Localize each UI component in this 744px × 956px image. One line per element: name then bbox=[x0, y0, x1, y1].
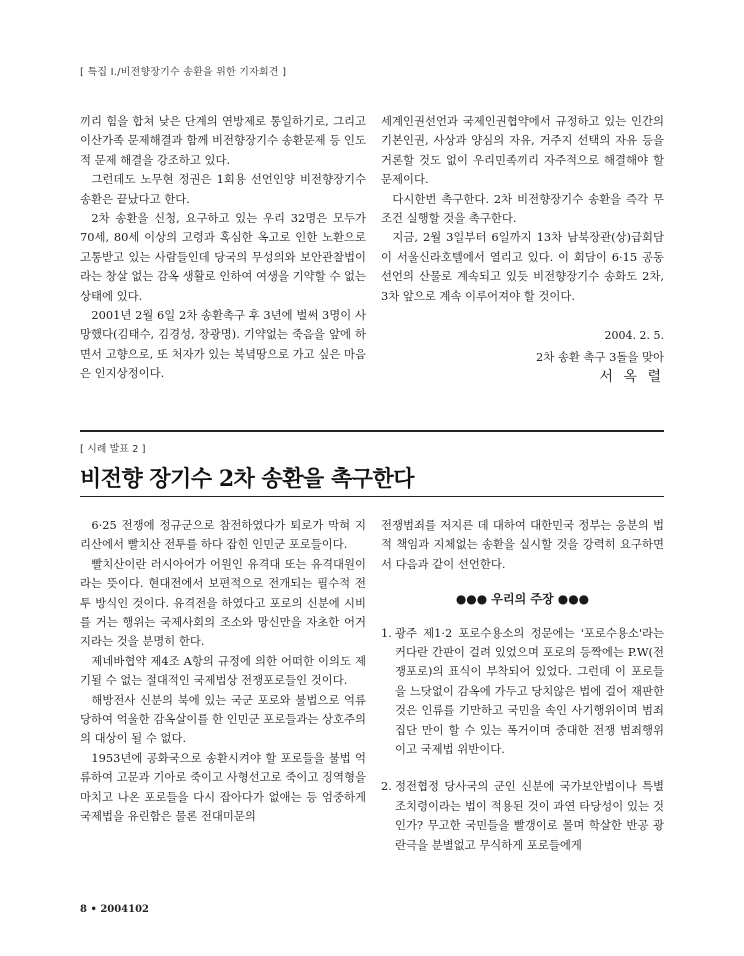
paragraph: 6·25 전쟁에 정규군으로 참전하였다가 퇴로가 막혀 지리산에서 빨치산 전투를 하다 잡힌 인민군 포로들이다. bbox=[80, 518, 366, 552]
page-footer: 8 • 2004102 bbox=[80, 904, 150, 915]
paragraph: 끼리 힘을 합쳐 낮은 단계의 연방제로 통일하기로, 그리고 이산가족 문제해결과 함께 비전향장기수 송환문제 등 인도적 문제 해결을 강조하고 있다. bbox=[80, 114, 366, 167]
paragraph: 1953년에 공화국으로 송환시켜야 할 포로들을 불법 억류하여 고문과 기아로 죽이고 사형선고로 죽이고 징역형을 마치고 나온 포로들을 다시 잡아다가 없애는 등 엄중하게 국제법을 유린함은 물론 전대미문의 bbox=[80, 750, 366, 824]
signature-block bbox=[381, 326, 664, 387]
claim-text: 광주 제1·2 포로수용소의 정문에는 '포로수용소'라는 커다란 간판이 걸려 있었으며 포로의 등짝에는 P.W(전쟁포로)의 표식이 부착되어 있었다. 그런데 이 포로들을 느닷없이 감옥에 가두고 당치않은 법에 걸어 재판한 것은 인류를 기만하고 국민을 속인 사기행위이며 범죄 집단 만이 할 수 있는 폭거이며 중대한 전쟁 범죄행위이고 국제법 위반이다. bbox=[395, 625, 664, 757]
claim-number: 2. bbox=[381, 779, 392, 794]
signature-date: 2004. 2. 5. bbox=[604, 329, 664, 343]
bottom-right-column bbox=[381, 516, 664, 873]
claim-item bbox=[381, 624, 664, 760]
paragraph: 제네바협약 제4조 A항의 규정에 의한 어떠한 이의도 제기될 수 없는 절대적인 국제법상 전쟁포로들인 것이다. bbox=[80, 653, 366, 688]
claim-item bbox=[381, 777, 664, 855]
section-header-label: [ 특집 Ⅰ./비전향장기수 송환을 위한 기자회견 ] bbox=[80, 67, 287, 78]
article-title: 비전향 장기수 2차 송환을 촉구한다 bbox=[80, 466, 414, 492]
paragraph: 지금, 2월 3일부터 6일까지 13차 남북장관(상)급회담이 서울신라호텔에서 열리고 있다. 이 회담이 6·15 공동선언의 산물로 계속되고 있듯 비전향장기수 송화도 2차, 3차 앞으로 계속 이루어져야 할 것이다. bbox=[381, 230, 664, 303]
paragraph: 빨치산이란 러시아어가 어원인 유격대 또는 유격대원이라는 뜻이다. 현대전에서 보편적으로 전개되는 필수적 전투 방식인 것이다. 유격전을 하였다고 포로의 신분에 시비를 거는 행위는 국제사회의 조소와 망신만을 자초한 어거지라는 것을 분명히 한다. bbox=[80, 556, 366, 649]
title-underline bbox=[80, 496, 664, 497]
paragraph: 해방전사 신분의 북에 있는 국군 포로와 불법으로 억류당하여 억울한 감옥살이를 한 인민군 포로들과는 상호주의의 대상이 될 수 없다. bbox=[80, 692, 366, 746]
claims-heading: ●●● 우리의 주장 ●●● bbox=[455, 592, 590, 607]
article-section-label: [ 시례 발표 2 ] bbox=[80, 444, 146, 455]
claim-text: 정전협정 당사국의 군인 신분에 국가보안법이나 특별조치령이라는 법이 적용된 것이 과연 타당성이 있는 것인가? 무고한 국민들을 빨갱이로 몰며 학살한 반공 광란극을 분별없고 무식하게 포로들에게 bbox=[395, 779, 664, 852]
bottom-left-column bbox=[80, 516, 366, 827]
paragraph: 그런데도 노무현 정권은 1회용 선언인양 비전향장기수 송환은 끝났다고 한다. bbox=[80, 172, 366, 206]
paragraph: 다시한번 촉구한다. 2차 비전향장기수 송환을 즉각 무조건 실행할 것을 촉구한다. bbox=[381, 191, 664, 226]
paragraph: 2001년 2월 6일 2차 송환촉구 후 3년에 벌써 3명이 사망했다(김태수, 김경성, 장광명). 기약없는 죽음을 앞에 하면서 고향으로, 또 처자가 있는 북녘땅으로 가고 싶은 마음은 인지상정이다. bbox=[80, 308, 366, 381]
paragraph: 전쟁범죄를 저지른 데 대하여 대한민국 정부는 응분의 법적 책임과 지체없는 송환을 실시할 것을 강력히 요구하면서 다음과 같이 선언한다. bbox=[381, 518, 664, 571]
signature-name: 서 옥 렬 bbox=[599, 368, 664, 385]
paragraph: 세계인권선언과 국제인권협약에서 규정하고 있는 인간의 기본인권, 사상과 양심의 자유, 거주지 선택의 자유 등을 거론할 것도 없이 우리민족끼리 자주적으로 해결해야 할 문제이다. bbox=[381, 114, 664, 187]
signature-occasion: 2차 송환 촉구 3돌을 맞아 bbox=[535, 350, 664, 365]
top-right-column bbox=[381, 112, 664, 387]
claim-number: 1. bbox=[381, 625, 392, 640]
paragraph: 2차 송환을 신청, 요구하고 있는 우리 32명은 모두가 70세, 80세 이상의 고령과 혹심한 옥고로 인한 노환으로 고통받고 있는 사람들인데 당국의 무성의와 보안관찰법이라는 창살 없는 감옥 생활로 인하여 여생을 기약할 수 없는 상태에 있다. bbox=[80, 211, 366, 303]
top-left-column bbox=[80, 112, 366, 384]
section-divider bbox=[80, 430, 664, 432]
